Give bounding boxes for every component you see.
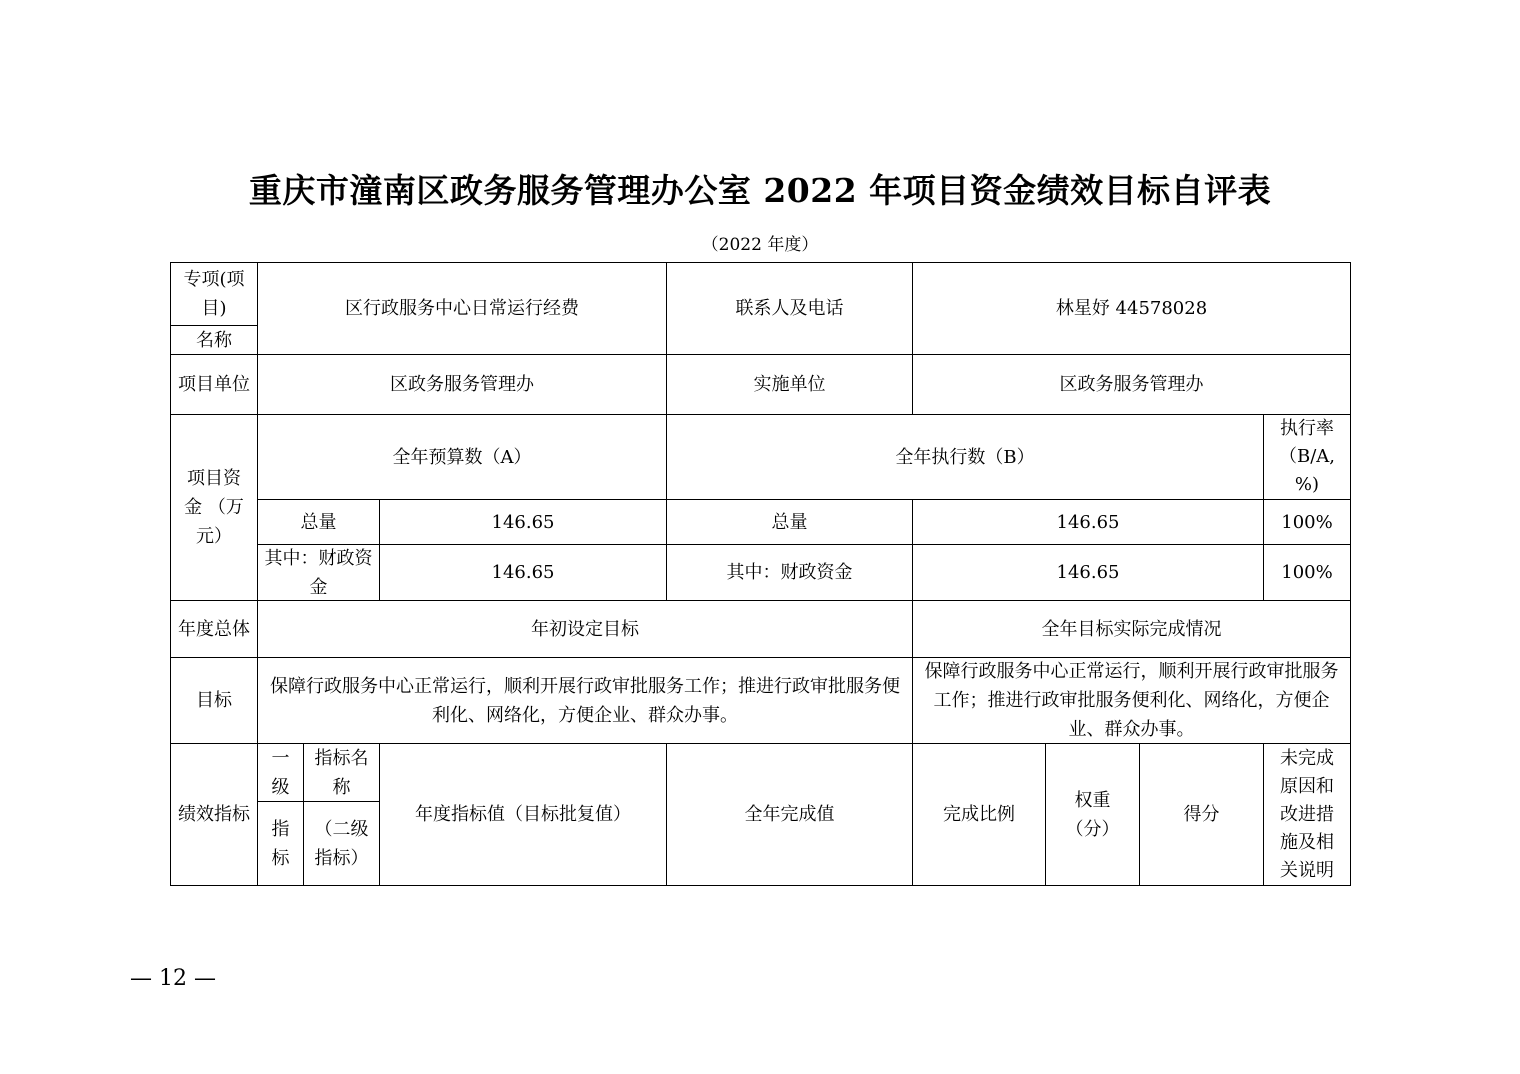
indicator-name-bottom: （二级指标） xyxy=(303,801,380,886)
evaluation-table xyxy=(170,262,1351,886)
implementing-unit-value: 区政务服务管理办 xyxy=(912,354,1351,415)
fiscal-execution-value: 146.65 xyxy=(912,544,1264,601)
performance-indicators-label: 绩效指标 xyxy=(170,743,258,886)
full-year-value-header: 全年完成值 xyxy=(666,743,913,886)
total-execution-label: 总量 xyxy=(666,499,913,545)
completion-ratio-header: 完成比例 xyxy=(912,743,1046,886)
project-unit-label: 项目单位 xyxy=(170,354,258,415)
fiscal-execution-label: 其中：财政资金 xyxy=(666,544,913,601)
document-title: 重庆市潼南区政务服务管理办公室 2022 年项目资金绩效目标自评表 xyxy=(248,171,1272,210)
implementing-unit-label: 实施单位 xyxy=(666,354,913,415)
project-unit-value: 区政务服务管理办 xyxy=(257,354,667,415)
total-budget-label: 总量 xyxy=(257,499,380,545)
indicator-name-top: 指标名称 xyxy=(303,743,380,802)
fiscal-execution-rate: 100% xyxy=(1263,544,1351,601)
project-funds-label: 项目资金 （万元） xyxy=(170,414,258,601)
initial-goal-header: 年初设定目标 xyxy=(257,600,913,658)
score-header: 得分 xyxy=(1139,743,1264,886)
page-number: — 12 — xyxy=(130,966,216,991)
annual-goal-label-bottom: 目标 xyxy=(170,657,258,744)
total-execution-value: 146.65 xyxy=(912,499,1264,545)
contact-label: 联系人及电话 xyxy=(666,262,913,355)
total-execution-rate: 100% xyxy=(1263,499,1351,545)
total-budget-value: 146.65 xyxy=(379,499,667,545)
document-year: （2022 年度） xyxy=(701,235,819,255)
level1-indicator-top: 一级 xyxy=(257,743,304,802)
actual-goal-header: 全年目标实际完成情况 xyxy=(912,600,1351,658)
execution-rate-header: 执行率（B/A, %) xyxy=(1263,414,1351,500)
annual-execution-header: 全年执行数（B） xyxy=(666,414,1264,500)
fiscal-budget-label: 其中：财政资金 xyxy=(257,544,380,601)
project-name-value: 区行政服务中心日常运行经费 xyxy=(257,262,667,355)
contact-value: 林星妤 44578028 xyxy=(912,262,1351,355)
project-name-label-top: 专项(项目) xyxy=(170,262,258,326)
annual-goal-label-top: 年度总体 xyxy=(170,600,258,658)
level1-indicator-bottom: 指标 xyxy=(257,801,304,886)
actual-goal-text: 保障行政服务中心正常运行，顺利开展行政审批服务工作；推进行政审批服务便利化、网络化，方便企业、群众办事。 xyxy=(912,657,1351,744)
project-name-label-bottom: 名称 xyxy=(170,325,258,355)
weight-header: 权重（分） xyxy=(1045,743,1140,886)
initial-goal-text: 保障行政服务中心正常运行，顺利开展行政审批服务工作；推进行政审批服务便利化、网络化，方便企业、群众办事。 xyxy=(257,657,913,744)
fiscal-budget-value: 146.65 xyxy=(379,544,667,601)
annual-indicator-value-header: 年度指标值（目标批复值） xyxy=(379,743,667,886)
reason-header: 未完成原因和改进措施及相关说明 xyxy=(1263,743,1351,886)
annual-budget-header: 全年预算数（A） xyxy=(257,414,667,500)
